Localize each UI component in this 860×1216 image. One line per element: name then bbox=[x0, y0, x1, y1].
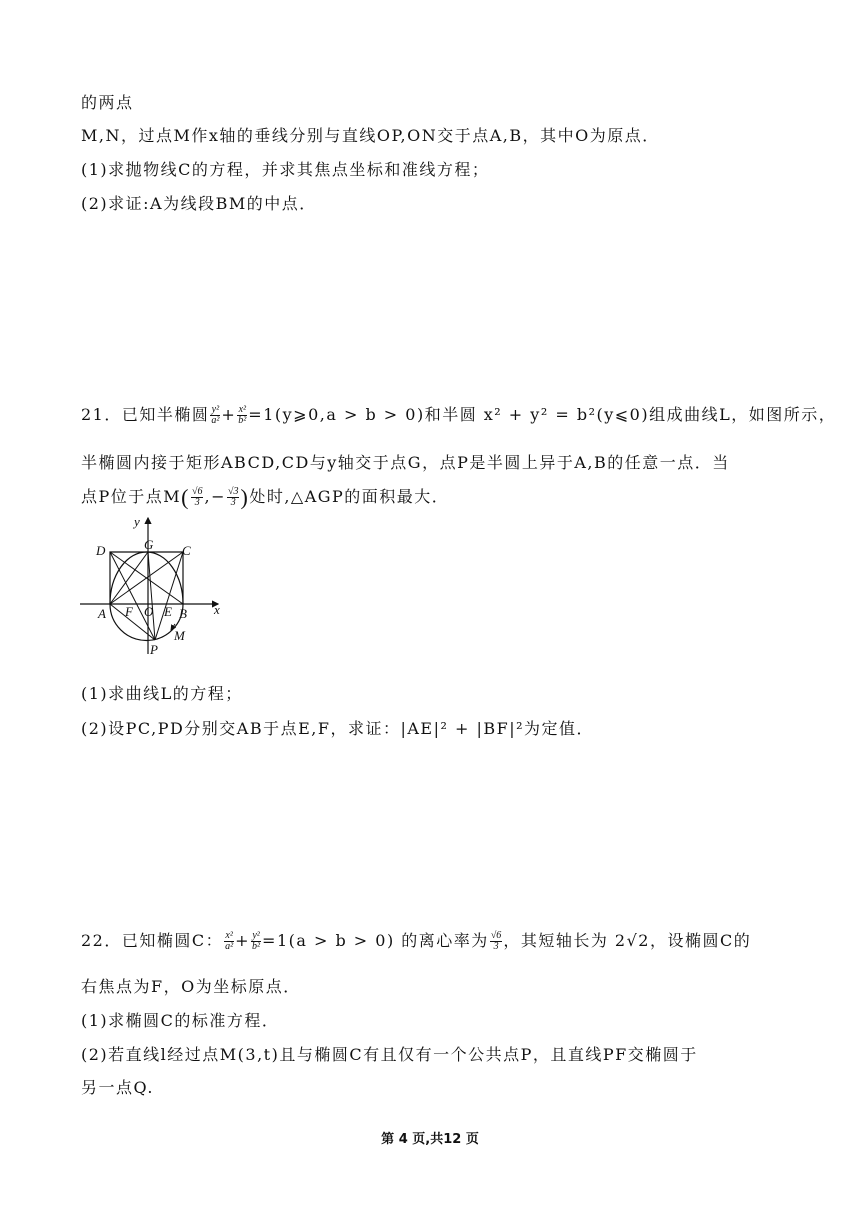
label-g: G bbox=[144, 537, 154, 552]
p21-text-a: 已知半椭圆 bbox=[121, 405, 210, 424]
p22-question-2b: 另一点Q. bbox=[81, 1078, 154, 1097]
sqrt6-over-3-fraction: $\frac{√6}{3}$ bbox=[191, 486, 203, 508]
p21-text-b: =1(y⩾0,a > b > 0)和半圆 x² + y² = b²(y⩽0)组成曲线L，如图所示， bbox=[248, 405, 837, 424]
p21-question-2: (2)设PC,PD分别交AB于点E,F，求证：|AE|² + |BF|²为定值． bbox=[81, 719, 595, 738]
line-ag bbox=[110, 552, 148, 604]
p21-line3: 点P位于点M( $\frac{√6}{3}$ ,− $\frac{√3}{3}$ )处时,△AGP的面积最大． bbox=[81, 484, 450, 510]
y2-over-b2-fraction: $\frac{\text{y²}}{\text{b²}}$ bbox=[252, 930, 261, 952]
label-m: M bbox=[174, 628, 185, 643]
p21-line1: 21．已知半椭圆 $\frac{\text{y²}}{\text{a²}}$ + $\frac{\text{x²}}{\text{b²}}$ =1(y⩾0,a > b > 0)和半圆 x² + y² = b²(y⩽0)组成曲线L，如图所示， bbox=[81, 404, 837, 426]
p22-text-c: ，其短轴长为 2√2，设椭圆C的 bbox=[503, 931, 752, 950]
label-b: B bbox=[179, 606, 187, 621]
p21-text-c: 点P位于点M bbox=[81, 487, 182, 506]
p22-question-2a: (2)若直线l经过点M(3,t)且与椭圆C有且仅有一个公共点P，且直线PF交椭圆于 bbox=[81, 1045, 698, 1064]
label-f: F bbox=[125, 604, 133, 619]
p22-number: 22． bbox=[81, 931, 122, 950]
page-footer: 第 4 页,共12 页 bbox=[381, 1132, 479, 1147]
p21-question-1: (1)求曲线L的方程； bbox=[81, 684, 243, 703]
line-gp bbox=[148, 552, 155, 640]
sqrt3-over-3-fraction: $\frac{√3}{3}$ bbox=[227, 486, 239, 508]
eccentricity-fraction: $\frac{√6}{3}$ bbox=[490, 930, 502, 952]
p20-line1: 的两点 bbox=[81, 93, 134, 112]
p21-line2: 半椭圆内接于矩形ABCD,CD与y轴交于点G，点P是半圆上异于A,B的任意一点．当 bbox=[81, 453, 730, 472]
p22-line1: 22．已知椭圆C： $\frac{\text{x²}}{\text{a²}}$ + $\frac{\text{y²}}{\text{b²}}$ =1(a > b > 0) 的离心率为 $\frac{√6}{3}$ ，其短轴长为 2√2，设椭圆C的 bbox=[81, 930, 752, 952]
label-p: P bbox=[150, 642, 158, 657]
p20-question-1: (1)求抛物线C的方程，并求其焦点坐标和准线方程； bbox=[81, 160, 490, 179]
ellipse-semicircle-figure bbox=[78, 512, 228, 657]
x2-over-a2-fraction: $\frac{\text{x²}}{\text{a²}}$ bbox=[225, 930, 234, 952]
label-o: O bbox=[144, 604, 154, 619]
p21-number: 21． bbox=[81, 405, 122, 424]
label-d: D bbox=[96, 543, 106, 558]
label-e: E bbox=[164, 604, 172, 619]
p21-text-d: 处时,△AGP的面积最大． bbox=[249, 487, 450, 506]
label-y: y bbox=[134, 514, 140, 529]
p22-question-1: (1)求椭圆C的标准方程． bbox=[81, 1011, 280, 1030]
label-a: A bbox=[98, 606, 106, 621]
x2-over-b2-fraction: $\frac{\text{x²}}{\text{b²}}$ bbox=[238, 404, 247, 426]
p20-line2: M,N，过点M作x轴的垂线分别与直线OP,ON交于点A,B，其中O为原点． bbox=[81, 126, 660, 145]
label-x: x bbox=[214, 602, 220, 617]
p22-line2: 右焦点为F，O为坐标原点． bbox=[81, 977, 301, 996]
y2-over-a2-fraction: $\frac{\text{y²}}{\text{a²}}$ bbox=[211, 404, 220, 426]
label-c: C bbox=[182, 543, 191, 558]
p22-text-a: 已知椭圆C： bbox=[121, 931, 224, 950]
p22-text-b: =1(a > b > 0) 的离心率为 bbox=[262, 931, 489, 950]
line-pc bbox=[155, 552, 183, 640]
p20-question-2: (2)求证:A为线段BM的中点． bbox=[81, 194, 317, 213]
